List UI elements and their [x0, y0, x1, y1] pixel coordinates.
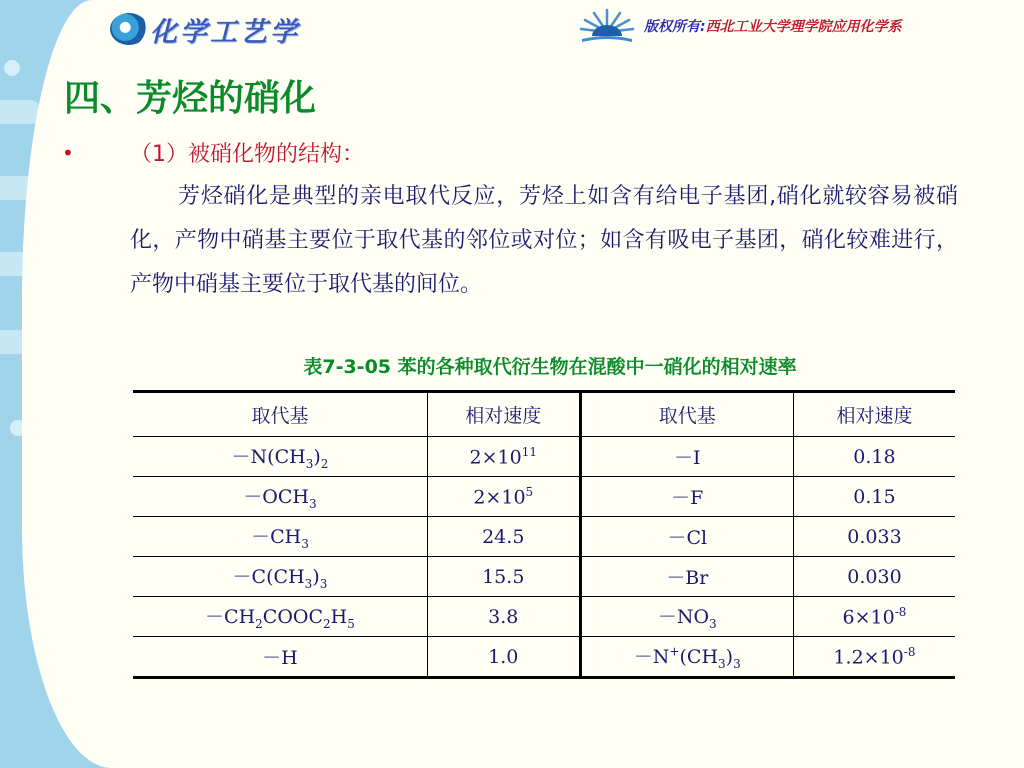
bullet-marker: • [62, 141, 74, 165]
table-row [133, 557, 955, 597]
substituent-cell: $-OCH_3$ [133, 477, 427, 517]
table-body [133, 437, 955, 678]
rate-cell: $6\times 10^{-8}$ [793, 597, 955, 637]
substituent-cell: $-C(CH_3)_3$ [133, 557, 427, 597]
column-header-group: 取代基 [580, 392, 793, 437]
substituent-cell: －I [580, 437, 793, 477]
rate-cell: 0.033 [793, 517, 955, 557]
table-row [133, 437, 955, 477]
substituent-cell: $-N(CH_3)_2$ [133, 437, 427, 477]
bullet-heading: （1）被硝化物的结构： [130, 142, 364, 167]
rate-cell: $2\times 10^5$ [427, 477, 580, 517]
rate-cell: 15.5 [427, 557, 580, 597]
course-logo [110, 10, 300, 48]
table-caption: 表7-3-05 苯的各种取代衍生物在混酸中一硝化的相对速率 [303, 356, 797, 378]
copyright-org: 西北工业大学理学院应用化学系 [705, 19, 902, 35]
copyright-banner [578, 6, 902, 46]
slide-title: 四、芳烃的硝化 [64, 78, 317, 119]
rate-cell: 3.8 [427, 597, 580, 637]
relative-rate-table [133, 390, 955, 679]
rate-cell: 0.15 [793, 477, 955, 517]
table-row [133, 477, 955, 517]
rate-cell: $2\times 10^{11}$ [427, 437, 580, 477]
substituent-cell: $-CH_2COOC_2H_5$ [133, 597, 427, 637]
decor-dot [4, 60, 20, 76]
copyright-label: 版权所有: [644, 19, 706, 35]
substituent-cell: －Cl [580, 517, 793, 557]
rate-cell: 0.18 [793, 437, 955, 477]
decor-bar [0, 100, 40, 124]
swirl-logo-icon [110, 13, 148, 45]
body-paragraph: 芳烃硝化是典型的亲电取代反应，芳烃上如含有给电子基团,硝化就较容易被硝化，产物中硝基主要位于取代基的邻位或对位；如含有吸电子基团，硝化较难进行，产物中硝基主要位于取代基的间位。 [130, 184, 958, 297]
substituent-cell: －Br [580, 557, 793, 597]
course-title: 化学工艺学 [150, 16, 300, 48]
table-row [133, 517, 955, 557]
column-header-group: 取代基 [133, 392, 427, 437]
copyright-text [644, 16, 902, 36]
rate-cell: 24.5 [427, 517, 580, 557]
rate-cell: 1.0 [427, 637, 580, 678]
substituent-cell: $-N^+(CH_3)_3$ [580, 637, 793, 678]
table-row [133, 597, 955, 637]
column-header-rate: 相对速度 [427, 392, 580, 437]
rising-sun-icon [578, 6, 636, 46]
rate-cell: $1.2\times 10^{-8}$ [793, 637, 955, 678]
table-row [133, 637, 955, 678]
substituent-cell: $-NO_3$ [580, 597, 793, 637]
substituent-cell: $-CH_3$ [133, 517, 427, 557]
rate-cell: 0.030 [793, 557, 955, 597]
substituent-cell: －H [133, 637, 427, 678]
table-header-row [133, 392, 955, 437]
column-header-rate: 相对速度 [793, 392, 955, 437]
substituent-cell: －F [580, 477, 793, 517]
